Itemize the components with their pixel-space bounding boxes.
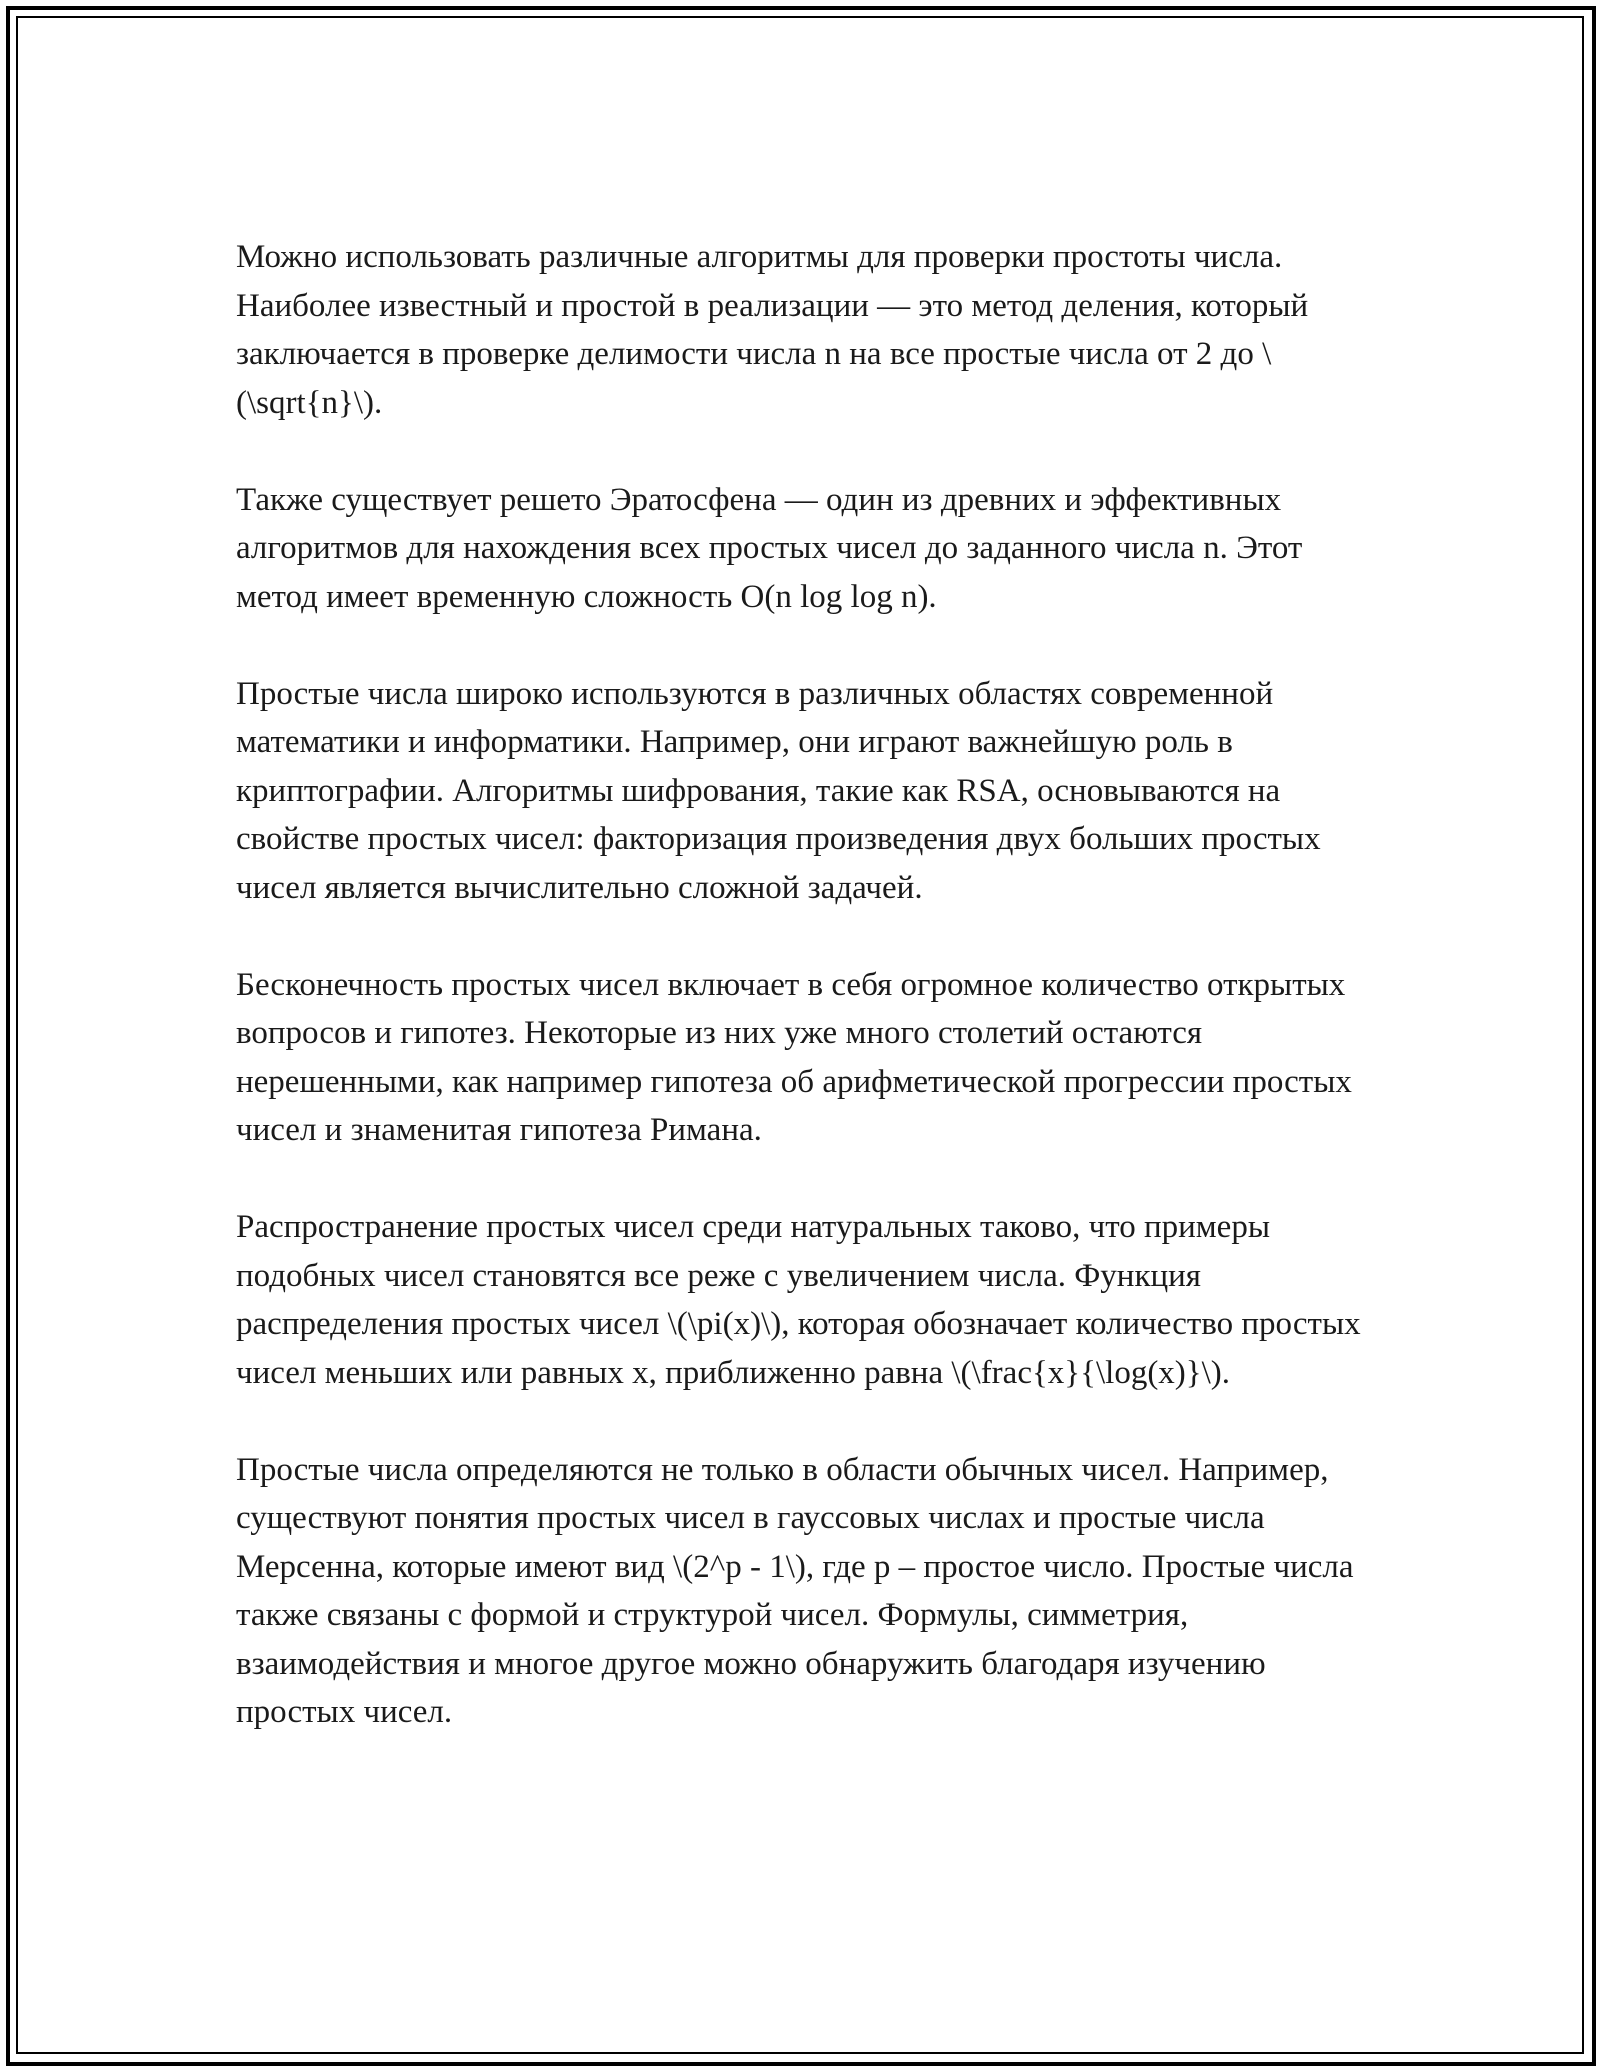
- document-body: [236, 233, 1376, 1737]
- paragraph-primality-tests: Можно использовать различные алгоритмы для проверки простоты числа. Наиболее известный и простой в реализации — это метод деления, который заключается в проверке делимости числа n на все простые числа от 2 до \(\sqrt{n}\).: [236, 239, 1309, 421]
- paragraph-generalized-primes: Простые числа определяются не только в области обычных чисел. Например, существуют понятия простых чисел в гауссовых числах и простые числа Мерсенна, которые имеют вид \(2^p - 1\), где p – простое число. Простые числа также связаны с формой и структурой чисел. Формулы, симметрия, взаимодействия и многое другое можно обнаружить благодаря изучению простых чисел.: [236, 1451, 1354, 1730]
- paragraph-sieve-of-eratosthenes: Также существует решето Эратосфена — один из древних и эффективных алгоритмов для нахождения всех простых чисел до заданного числа n. Этот метод имеет временную сложность O(n log log n).: [236, 481, 1303, 615]
- paragraph-open-problems: Бесконечность простых чисел включает в себя огромное количество открытых вопросов и гипотез. Некоторые из них уже много столетий остаются нерешенными, как например гипотеза об арифметической прогрессии простых чисел и знаменитая гипотеза Римана.: [236, 966, 1352, 1148]
- paragraph-prime-distribution: Распространение простых чисел среди натуральных таково, что примеры подобных чисел становятся все реже с увеличением числа. Функция распределения простых чисел \(\pi(x)\), которая обозначает количество простых чисел меньших или равных x, приближенно равна \(\frac{x}{\log(x)}\).: [236, 1209, 1361, 1391]
- paragraph-cryptography: Простые числа широко используются в различных областях современной математики и информатики. Например, они играют важнейшую роль в криптографии. Алгоритмы шифрования, такие как RSA, основываются на свойстве простых чисел: факторизация произведения двух больших простых чисел является вычислительно сложной задачей.: [236, 675, 1321, 906]
